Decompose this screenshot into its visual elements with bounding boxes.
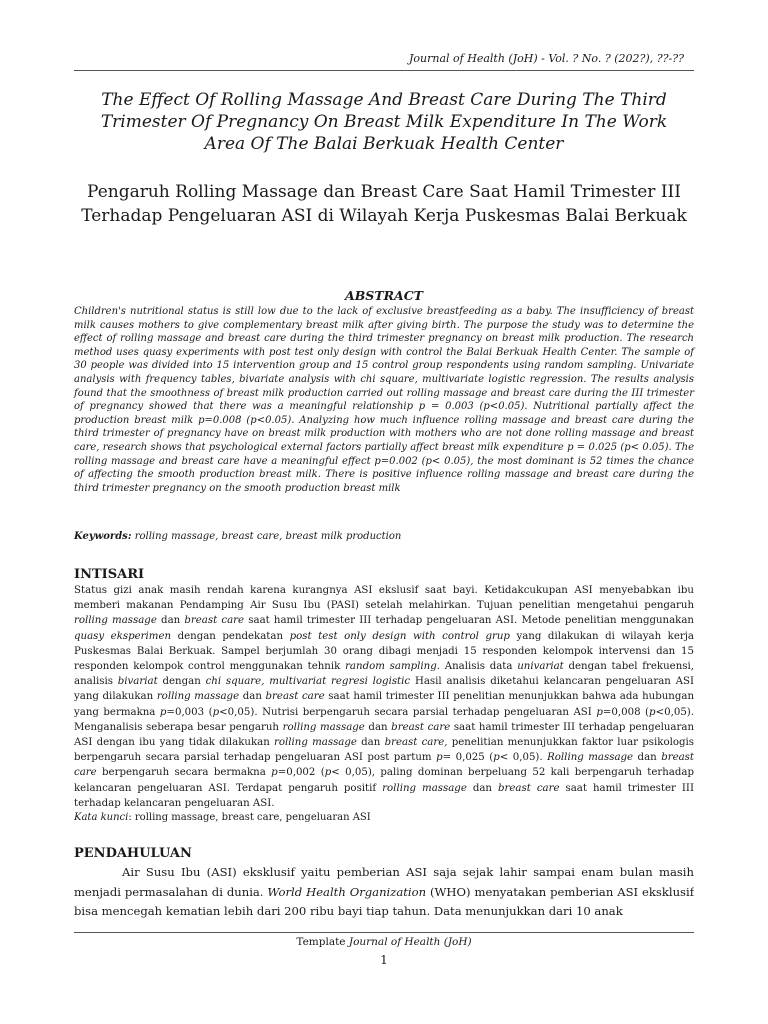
abstract-heading: ABSTRACT [345,288,423,303]
kata-kunci-label: Kata kunci [74,812,129,823]
journal-reference: Journal of Health (JoH) - Vol. ? No. ? (202?), ??-?? [409,52,684,65]
kata-kunci-line [74,812,694,823]
page-number: 1 [380,953,388,967]
footer-template-label: Template Journal of Health (JoH) [296,936,472,948]
pendahuluan-heading: PENDAHULUAN [74,846,192,861]
intisari-body: Status gizi anak masih rendah karena kurangnya ASI ekslusif saat bayi. Ketidakcukupan ASI menyebabkan ibu memberi makanan Pendamping Air Susu Ibu (PASI) setelah melahirkan. Tujuan penelitian mengetahui pengaruh rolling massage dan breast care saat hamil trimester III terhadap pengeluaran ASI. Metode penelitian menggunakan quasy eksperimen dengan pendekatan post test only design with control grup yang dilakukan di wilayah kerja Puskesmas Balai Berkuak. Sampel berjumlah 30 orang dibagi menjadi 15 responden kelompok intervensi dan 15 responden kelompok control menggunakan tehnik random sampling. Analisis data univariat dengan tabel frekuensi, analisis bivariat dengan chi square, multivariat regresi logistic Hasil analisis diketahui kelancaran pengeluaran ASI yang dilakukan rolling massage dan breast care saat hamil trimester III penelitian menunjukkan bahwa ada hubungan yang bermakna p=0,003 (p<0,05). Nutrisi berpengaruh secara parsial terhadap pengeluaran ASI p=0,008 (p<0,05). Menganalisis seberapa besar pengaruh rolling massage dan breast care saat hamil trimester III terhadap pengeluaran ASI dengan ibu yang tidak dilakukan rolling massage dan breast care, penelitian menunjukkan faktor luar psikologis berpengaruh secara parsial terhadap pengeluaran ASI post partum p= 0,025 (p< 0,05). Rolling massage dan breast care berpengaruh secara bermakna p=0,002 (p< 0,05), paling dominan berpeluang 52 kali berpengaruh terhadap kelancaran pengeluaran ASI. Terdapat pengaruh positif rolling massage dan breast care saat hamil trimester III terhadap kelancaran pengeluaran ASI. [74,585,695,809]
footer-divider [74,932,694,933]
header-divider [74,70,694,71]
abstract-body: Children's nutritional status is still low due to the lack of exclusive breastfeeding as a baby. The insufficiency of breast milk causes mothers to give complementary breast milk after giving birth. The purpose the study was to determine the effect of rolling massage and breast care during the third trimester pregnancy on breast milk production. The research method uses quasy experiments with post test only design with control the Balai Berkuak Health Center. The sample of 30 people was divided into 15 intervention group and 15 control group respondents using random sampling. Univariate analysis with frequency tables, bivariate analysis with chi square, multivariate logistic regression. The results analysis found that the smoothness of breast milk production carried out rolling massage and breast care during the III trimester of pregnancy showed that there was a meaningful relationship p = 0.003 (p<0.05). Nutritional partially affect the production breast milk p=0.008 (p<0.05). Analyzing how much influence rolling massage and breast care during the third trimester of pregnancy have on breast milk production with mothers who are not done rolling massage and breast care, research shows that psychological external factors partially affect breast milk expenditure p = 0.025 (p< 0.05). The rolling massage and breast care have a meaningful effect p=0.002 (p< 0.05), the most dominant is 52 times the chance of affecting the smooth production breast milk. There is positive influence rolling massage and breast care during the third trimester pregnancy on the smooth production breast milk [74,306,694,494]
keywords-text: rolling massage, breast care, breast milk production [134,531,402,542]
indonesian-title: Pengaruh Rolling Massage dan Breast Care Saat Hamil Trimester III Terhadap Pengeluaran ASI di Wilayah Kerja Puskesmas Balai Berkuak [81,182,687,226]
keywords-label: Keywords: [74,531,132,542]
keywords-line [74,531,694,542]
pendahuluan-body: Air Susu Ibu (ASI) eksklusif yaitu pemberian ASI saja sejak lahir sampai enam bulan masih menjadi permasalahan di dunia. World Health Organization (WHO) menyatakan pemberian ASI eksklusif bisa mencegah kematian lebih dari 200 ribu bayi tiap tahun. Data menunjukkan dari 10 anak [74,865,694,918]
intisari-heading: INTISARI [74,567,145,582]
english-title: The Effect Of Rolling Massage And Breast Care During The Third Trimester Of Pregnancy On Breast Milk Expenditure In The Work Area Of The Balai Berkuak Health Center [100,90,668,154]
footer-journal-name: Journal of Health (JoH) [348,936,472,948]
kata-kunci-text: : rolling massage, breast care, pengeluaran ASI [128,812,371,823]
